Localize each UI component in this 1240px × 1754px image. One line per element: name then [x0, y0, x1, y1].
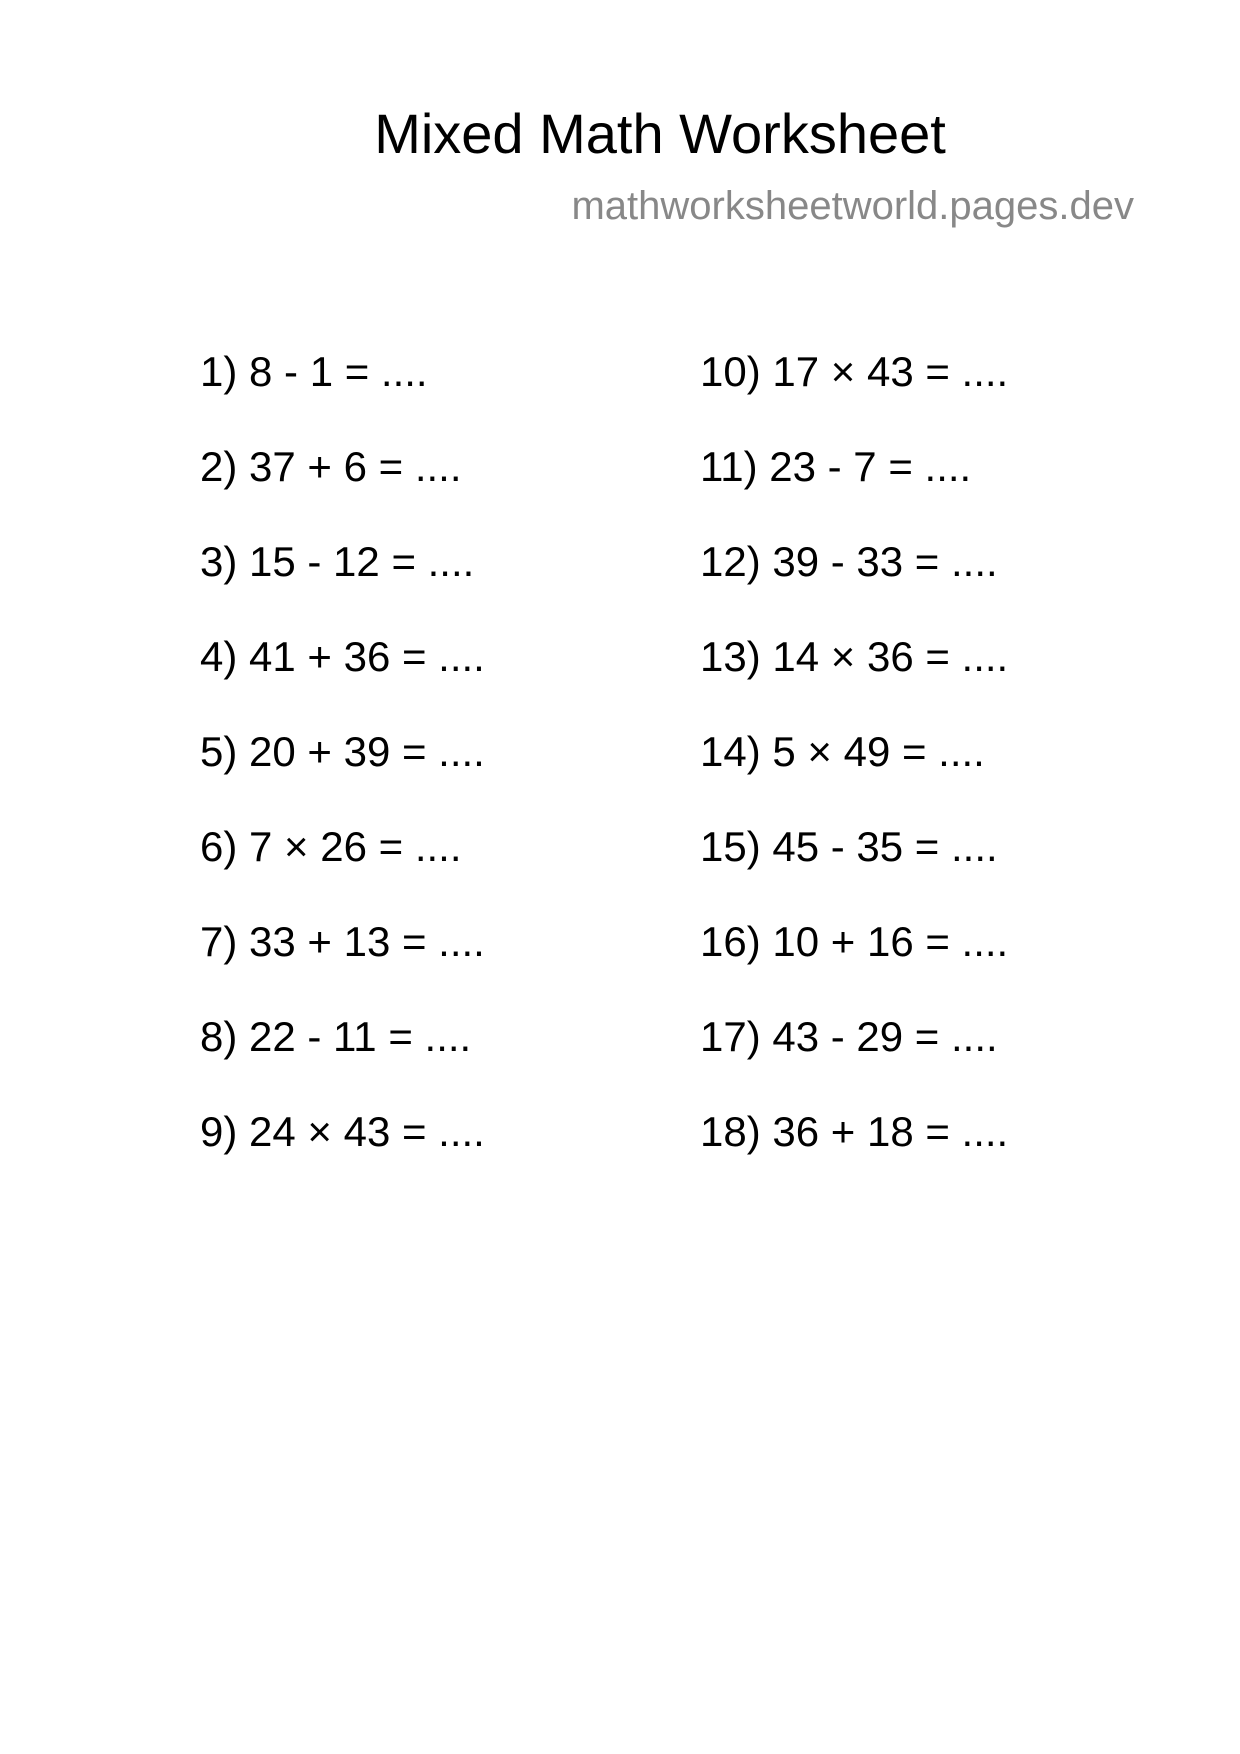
problem-item: 7) 33 + 13 = ....: [200, 918, 485, 965]
problem-item: 4) 41 + 36 = ....: [200, 633, 485, 680]
problem-item: 10) 17 × 43 = ....: [700, 348, 1009, 395]
problem-item: 11) 23 - 7 = ....: [700, 443, 972, 490]
problem-item: 18) 36 + 18 = ....: [700, 1108, 1009, 1155]
problem-item: 15) 45 - 35 = ....: [700, 823, 998, 870]
problem-column-left: [200, 347, 485, 1202]
problem-item: 16) 10 + 16 = ....: [700, 918, 1009, 965]
problem-item: 14) 5 × 49 = ....: [700, 728, 985, 775]
source-url: mathworksheetworld.pages.dev: [571, 184, 1134, 228]
problem-item: 13) 14 × 36 = ....: [700, 633, 1009, 680]
problem-item: 6) 7 × 26 = ....: [200, 823, 462, 870]
problem-item: 3) 15 - 12 = ....: [200, 538, 475, 585]
problem-item: 12) 39 - 33 = ....: [700, 538, 998, 585]
problem-item: 5) 20 + 39 = ....: [200, 728, 485, 775]
problem-item: 9) 24 × 43 = ....: [200, 1108, 485, 1155]
worksheet-title: Mixed Math Worksheet: [374, 102, 946, 165]
problem-item: 1) 8 - 1 = ....: [200, 348, 428, 395]
problem-item: 17) 43 - 29 = ....: [700, 1013, 998, 1060]
problem-column-right: [700, 347, 1008, 1202]
problem-item: 2) 37 + 6 = ....: [200, 443, 462, 490]
problem-item: 8) 22 - 11 = ....: [200, 1013, 472, 1060]
